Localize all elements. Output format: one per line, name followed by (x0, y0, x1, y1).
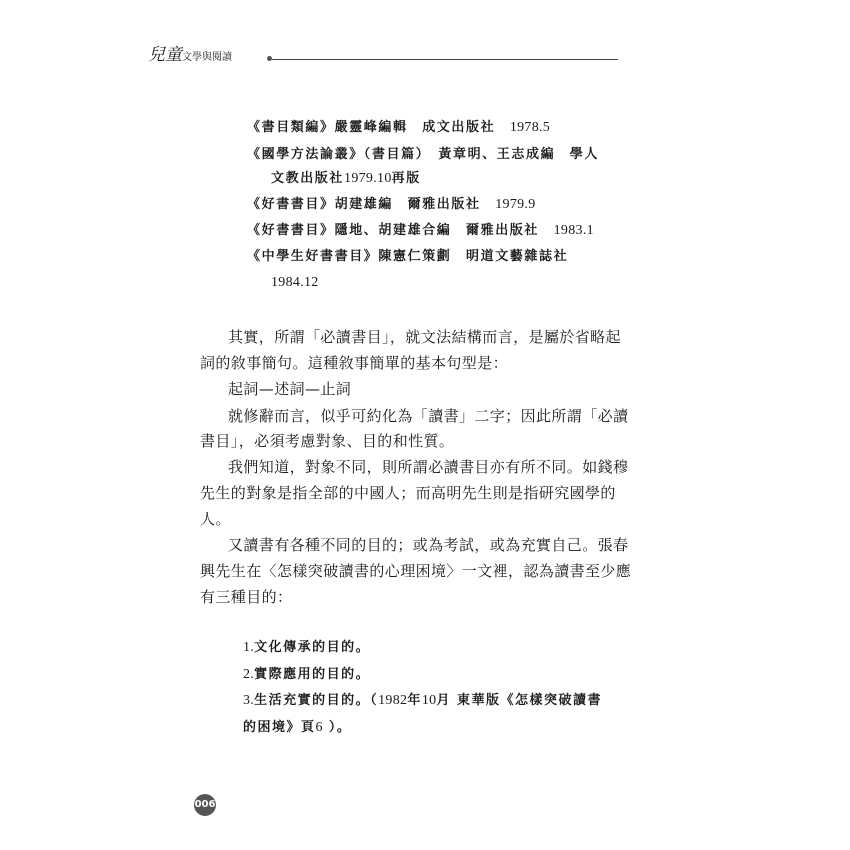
body-paragraph-line: 先生的對象是指全部的中國人；而高明先生則是指研究國學的 (200, 484, 616, 502)
bibliography-entry: 《好書書目》隱地、胡建雄合編 爾雅出版社 1983.1 (247, 223, 594, 238)
header-rule (272, 59, 618, 60)
body-paragraph-line: 有三種目的： (200, 588, 293, 606)
body-paragraph-line: 就修辭而言，似乎可約化為「讀書」二字；因此所謂「必讀 (228, 407, 629, 425)
body-paragraph-line: 起詞—述詞—止詞 (228, 380, 352, 398)
page-number-badge: 006 (194, 794, 216, 816)
body-paragraph-line: 人。 (200, 510, 231, 528)
bibliography-entry: 《國學方法論叢》（書目篇） 黃章明、王志成編 學人 (247, 147, 600, 162)
list-item: 3.生活充實的目的。（1982年10月 東華版《怎樣突破讀書 (243, 693, 602, 708)
bibliography-entry: 《好書書目》胡建雄編 爾雅出版社 1979.9 (247, 197, 536, 212)
bibliography-entry-continuation: 文教出版社1979.10再版 (271, 171, 421, 186)
body-paragraph-line: 詞的敘事簡句。這種敘事簡單的基本句型是： (200, 354, 509, 372)
header-title-sub: 文學與閱讀 (182, 52, 232, 63)
body-paragraph-line: 興先生在〈怎樣突破讀書的心理困境〉一文裡，認為讀書至少應 (200, 562, 632, 580)
body-paragraph-line: 其實，所謂「必讀書目」，就文法結構而言，是屬於省略起 (228, 328, 621, 346)
bibliography-entry: 《書目類編》嚴靈峰編輯 成文出版社 1978.5 (247, 120, 551, 135)
header-title-main: 兒童 (148, 45, 182, 65)
header-title (148, 44, 232, 69)
body-paragraph-line: 又讀書有各種不同的目的；或為考試，或為充實自己。張春 (228, 536, 629, 554)
running-header (148, 44, 618, 68)
list-item: 2.實際應用的目的。 (243, 667, 371, 682)
bibliography-entry-continuation: 1984.12 (271, 275, 319, 290)
body-paragraph-line: 書目」，必須考慮對象、目的和性質。 (200, 432, 455, 450)
body-paragraph-line: 我們知道，對象不同，則所謂必讀書目亦有所不同。如錢穆 (228, 458, 629, 476)
bibliography-entry: 《中學生好書書目》陳憲仁策劃 明道文藝雜誌社 (247, 249, 569, 264)
list-item-continuation: 的困境》頁6 ）。 (243, 720, 352, 735)
list-item: 1.文化傳承的目的。 (243, 640, 371, 655)
